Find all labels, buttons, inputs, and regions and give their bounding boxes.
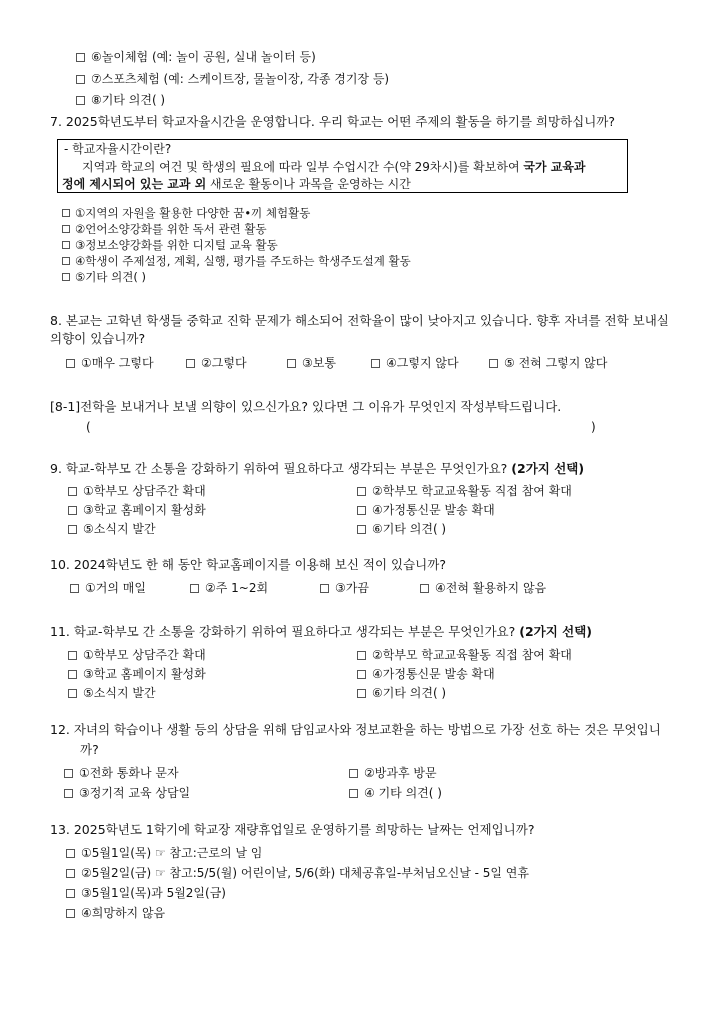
q13-option-2[interactable] [66, 865, 529, 881]
q10-option-2[interactable] [190, 580, 268, 596]
q12-option-1[interactable] [64, 765, 179, 781]
q9-question [50, 461, 584, 477]
option-label: ③학교 홈페이지 활성화 [83, 503, 206, 517]
option-label: ②5월2일(금) ☞ 참고:5/5(월) 어린이날, 5/6(화) 대체공휴일-부처님오신날 - 5일 연휴 [81, 866, 529, 880]
q13-option-3[interactable] [66, 885, 226, 901]
box-text-bold: 국가 교육과 [523, 160, 586, 174]
q9-option-3[interactable] [68, 502, 206, 518]
q7-option-5[interactable] [62, 269, 146, 285]
q9-option-6[interactable] [357, 521, 446, 537]
option-label: ①5월1일(목) ☞ 참고:근로의 날 임 [81, 846, 263, 860]
checkbox-icon[interactable] [489, 359, 498, 368]
checkbox-icon[interactable] [371, 359, 380, 368]
q13-option-1[interactable] [66, 845, 262, 861]
question-text: 11. 학교-학부모 간 소통을 강화하기 위하여 필요하다고 생각되는 부분은 무엇인가요? [50, 624, 516, 639]
q8-1-answer-close: ) [591, 420, 596, 434]
checkbox-icon[interactable] [64, 789, 73, 798]
option-label: ④가정통신문 발송 확대 [372, 667, 495, 681]
option-label: ⑤ 전혀 그렇지 않다 [504, 356, 608, 370]
q8-1-question: [8-1]전학을 보내거나 보낼 의향이 있으신가요? 있다면 그 이유가 무엇인지 작성부탁드립니다. [50, 399, 562, 414]
checkbox-icon[interactable] [68, 689, 77, 698]
option-label: ③5월1일(목)과 5월2일(금) [81, 886, 226, 900]
q7-option-3[interactable] [62, 237, 278, 253]
checkbox-icon[interactable] [349, 769, 358, 778]
option-label: ⑤소식지 발간 [83, 686, 156, 700]
option-label: ②언어소양강화를 위한 독서 관련 활동 [75, 222, 267, 236]
q6-option-6[interactable] [76, 49, 316, 65]
option-label: ③학교 홈페이지 활성화 [83, 667, 206, 681]
q7-option-4[interactable] [62, 253, 411, 269]
box-title: - 학교자율시간이란? [64, 142, 172, 156]
checkbox-icon[interactable] [62, 209, 70, 217]
option-label: ③가끔 [335, 581, 369, 595]
q11-option-4[interactable] [357, 666, 495, 682]
option-label: ②방과후 방문 [364, 766, 437, 780]
checkbox-icon[interactable] [357, 670, 366, 679]
checkbox-icon[interactable] [68, 651, 77, 660]
q11-option-3[interactable] [68, 666, 206, 682]
checkbox-icon[interactable] [320, 584, 329, 593]
checkbox-icon[interactable] [62, 257, 70, 265]
checkbox-icon[interactable] [76, 53, 85, 62]
checkbox-icon[interactable] [190, 584, 199, 593]
q8-option-2[interactable] [186, 355, 247, 371]
checkbox-icon[interactable] [68, 506, 77, 515]
q11-question [50, 624, 592, 640]
option-label: ①전화 통화나 문자 [79, 766, 179, 780]
q9-option-1[interactable] [68, 483, 206, 499]
option-label: ④학생이 주제설정, 계획, 실행, 평가를 주도하는 학생주도설계 활동 [75, 254, 411, 268]
q9-option-4[interactable] [357, 502, 495, 518]
checkbox-icon[interactable] [357, 689, 366, 698]
option-label: ⑦스포츠체험 (예: 스케이트장, 물놀이장, 각종 경기장 등) [91, 72, 390, 86]
checkbox-icon[interactable] [68, 670, 77, 679]
q12-option-3[interactable] [64, 785, 190, 801]
q10-option-1[interactable] [70, 580, 146, 596]
q12-option-4[interactable] [349, 785, 442, 801]
q8-question-line2: 의향이 있습니까? [50, 331, 146, 346]
option-label: ④ 기타 의견( ) [364, 786, 442, 800]
q12-question-line2: 까? [80, 742, 99, 757]
option-label: ①지역의 자원을 활용한 다양한 꿈•끼 체험활동 [75, 206, 311, 220]
q10-option-4[interactable] [420, 580, 546, 596]
checkbox-icon[interactable] [66, 909, 75, 918]
checkbox-icon[interactable] [76, 96, 85, 105]
q8-option-1[interactable] [66, 355, 154, 371]
option-label: ②그렇다 [201, 356, 247, 370]
q6-option-8[interactable] [76, 92, 165, 108]
box-line-2 [82, 159, 586, 175]
option-label: ③정기적 교육 상담일 [79, 786, 191, 800]
q11-option-2[interactable] [357, 647, 572, 663]
option-label: ②학부모 학교교육활동 직접 참여 확대 [372, 648, 572, 662]
q13-option-4[interactable] [66, 905, 165, 921]
option-label: ①매우 그렇다 [81, 356, 154, 370]
q7-question: 7. 2025학년도부터 학교자율시간을 운영합니다. 우리 학교는 어떤 주제의 활동을 하기를 희망하십니까? [50, 114, 616, 129]
checkbox-icon[interactable] [186, 359, 195, 368]
option-label: ④그렇지 않다 [386, 356, 459, 370]
q6-option-7[interactable] [76, 71, 389, 87]
q8-question-line1: 8. 본교는 고학년 학생들 중학교 진학 문제가 해소되어 전학율이 많이 낮아지고 있습니다. 향후 자녀를 전학 보내실 [50, 313, 669, 328]
box-text: 새로운 활동이나 과목을 운영하는 시간 [206, 177, 411, 191]
checkbox-icon[interactable] [62, 273, 70, 281]
q13-question: 13. 2025학년도 1학기에 학교장 재량휴업일로 운영하기를 희망하는 날짜는 언제입니까? [50, 822, 535, 837]
option-label: ②주 1~2회 [205, 581, 269, 595]
checkbox-icon[interactable] [420, 584, 429, 593]
q11-option-1[interactable] [68, 647, 206, 663]
box-text: 지역과 학교의 여건 및 학생의 필요에 따라 일부 수업시간 수(약 29차시)를 확보하여 [82, 160, 524, 174]
option-label: ④전혀 활용하지 않음 [435, 581, 547, 595]
q12-option-2[interactable] [349, 765, 437, 781]
q9-option-2[interactable] [357, 483, 572, 499]
q7-definition-box [57, 139, 628, 193]
q8-1-answer-open: ( [86, 420, 91, 434]
option-label: ④희망하지 않음 [81, 906, 166, 920]
option-label: ①학부모 상담주간 확대 [83, 484, 206, 498]
question-note: (2가지 선택) [511, 461, 585, 476]
option-label: ⑥기타 의견( ) [372, 522, 447, 536]
option-label: ③보통 [302, 356, 336, 370]
q10-question: 10. 2024학년도 한 해 동안 학교홈페이지를 이용해 보신 적이 있습니까? [50, 557, 446, 572]
checkbox-icon[interactable] [66, 889, 75, 898]
checkbox-icon[interactable] [357, 487, 366, 496]
option-label: ②학부모 학교교육활동 직접 참여 확대 [372, 484, 572, 498]
question-text: 9. 학교-학부모 간 소통을 강화하기 위하여 필요하다고 생각되는 부분은 무엇인가요? [50, 461, 508, 476]
checkbox-icon[interactable] [62, 225, 70, 233]
checkbox-icon[interactable] [76, 75, 85, 84]
q12-question-line1: 12. 자녀의 학습이나 생활 등의 상담을 위해 담임교사와 정보교환을 하는 방법으로 가장 선호 하는 것은 무엇입니 [50, 722, 661, 737]
checkbox-icon[interactable] [62, 241, 70, 249]
option-label: ⑤소식지 발간 [83, 522, 156, 536]
checkbox-icon[interactable] [68, 525, 77, 534]
q8-option-5[interactable] [489, 355, 607, 371]
option-label: ⑧기타 의견( ) [91, 93, 166, 107]
checkbox-icon[interactable] [70, 584, 79, 593]
checkbox-icon[interactable] [66, 849, 75, 858]
checkbox-icon[interactable] [68, 487, 77, 496]
option-label: ⑥기타 의견( ) [372, 686, 447, 700]
q10-option-3[interactable] [320, 580, 369, 596]
q7-option-2[interactable] [62, 221, 267, 237]
checkbox-icon[interactable] [66, 359, 75, 368]
question-note: (2가지 선택) [519, 624, 593, 639]
q8-1-answer-field[interactable] [96, 417, 586, 435]
q11-option-5[interactable] [68, 685, 156, 701]
checkbox-icon[interactable] [357, 506, 366, 515]
option-label: ①거의 매일 [85, 581, 146, 595]
q8-option-3[interactable] [287, 355, 336, 371]
checkbox-icon[interactable] [66, 869, 75, 878]
q7-option-1[interactable] [62, 205, 310, 221]
option-label: ①학부모 상담주간 확대 [83, 648, 206, 662]
checkbox-icon[interactable] [287, 359, 296, 368]
option-label: ③정보소양강화를 위한 디지털 교육 활동 [75, 238, 278, 252]
q9-option-5[interactable] [68, 521, 156, 537]
checkbox-icon[interactable] [357, 651, 366, 660]
box-text-bold: 정에 제시되어 있는 교과 외 [62, 177, 207, 191]
option-label: ⑥놀이체험 (예: 놀이 공원, 실내 놀이터 등) [91, 50, 316, 64]
q8-option-4[interactable] [371, 355, 459, 371]
option-label: ⑤기타 의견( ) [75, 270, 147, 284]
box-line-3 [62, 176, 411, 192]
checkbox-icon[interactable] [357, 525, 366, 534]
option-label: ④가정통신문 발송 확대 [372, 503, 495, 517]
checkbox-icon[interactable] [349, 789, 358, 798]
q11-option-6[interactable] [357, 685, 446, 701]
checkbox-icon[interactable] [64, 769, 73, 778]
